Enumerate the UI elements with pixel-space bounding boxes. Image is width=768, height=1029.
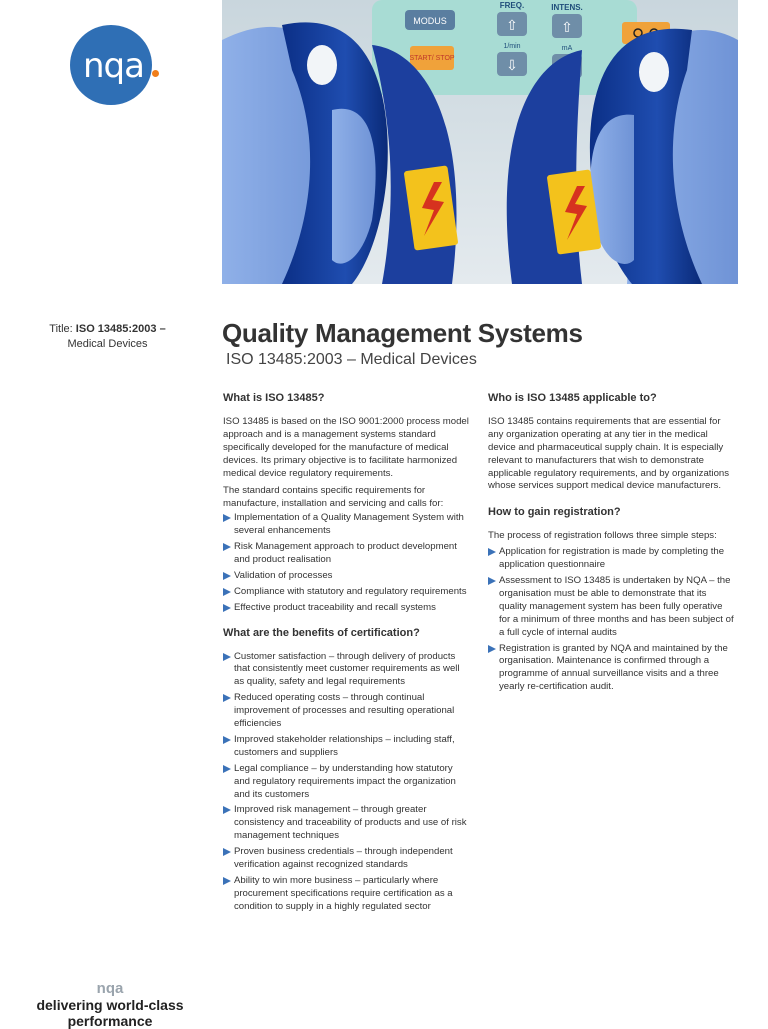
bullet-triangle-icon — [223, 588, 231, 596]
freq-label: FREQ. — [499, 1, 525, 10]
paragraph: ISO 13485 is based on the ISO 9001:2000 process model approach and is a management systems standard specifically developed for the manufacture of medical devices. Its primary objective is to facilitate harmonized medical device regulatory requirements. — [223, 415, 469, 479]
paragraph: The process of registration follows three simple steps: — [488, 530, 717, 542]
bullet-triangle-icon — [488, 577, 496, 585]
sidebar-title — [40, 322, 175, 352]
section-heading-benefits: What are the benefits of certification? — [223, 626, 420, 639]
bullet-triangle-icon — [223, 653, 231, 661]
left-column — [223, 392, 471, 926]
list-item: Reduced operating costs – through continual improvement of processes and resulting operational efficiencies — [223, 692, 471, 731]
page-subtitle: ISO 13485:2003 – Medical Devices — [226, 351, 477, 368]
modus-label: MODUS — [413, 16, 447, 26]
list-item: Effective product traceability and recall systems — [223, 602, 471, 615]
footer-brand — [20, 980, 200, 1029]
list-item: Improved stakeholder relationships – including staff, customers and suppliers — [223, 734, 471, 760]
bullet-triangle-icon — [223, 877, 231, 885]
bullet-triangle-icon — [223, 572, 231, 580]
list-item: Compliance with statutory and regulatory requirements — [223, 586, 471, 599]
bullet-triangle-icon — [223, 694, 231, 702]
nqa-logo — [70, 25, 152, 105]
bullet-triangle-icon — [223, 848, 231, 856]
list-item: Assessment to ISO 13485 is undertaken by NQA – the organisation must be able to demonstrate that its quality management system has been fully operative for a minimum of three months and has been subject of a full cycle of internal audits — [488, 575, 736, 640]
requirements-list — [223, 512, 471, 614]
page-title: Quality Management Systems — [222, 318, 583, 348]
bullet-triangle-icon — [488, 645, 496, 653]
list-item: Registration is granted by NQA and maintained by the organisation. Maintenance is confirmed through a programme of annual surveillance visits and a three yearly re-certification audit. — [488, 643, 736, 695]
benefits-list — [223, 651, 471, 914]
svg-text:⇧: ⇧ — [506, 17, 518, 33]
bullet-triangle-icon — [488, 548, 496, 556]
registration-steps-list — [488, 546, 736, 694]
list-item: Legal compliance – by understanding how statutory and regulatory requirements impact the organization and its customers — [223, 763, 471, 802]
bullet-triangle-icon — [223, 543, 231, 551]
paragraph: The standard contains specific requirements for manufacture, installation and servicing and calls for: — [223, 485, 444, 510]
list-item: Risk Management approach to product development and product realisation — [223, 541, 471, 567]
list-item: Validation of processes — [223, 570, 471, 583]
svg-text:⇧: ⇧ — [561, 19, 573, 35]
footer-tagline: delivering world-class performance — [36, 997, 184, 1029]
list-item: Implementation of a Quality Management System with several enhancements — [223, 512, 471, 538]
intens-label: INTENS. — [551, 3, 583, 12]
section-heading-registration: How to gain registration? — [488, 506, 621, 519]
title-rest: Medical Devices — [67, 338, 148, 350]
bullet-triangle-icon — [223, 604, 231, 612]
bullet-triangle-icon — [223, 806, 231, 814]
footer-logo-text: nqa — [96, 980, 124, 997]
logo-dot — [152, 70, 159, 77]
ma-label: mA — [561, 45, 573, 52]
logo-text: nqa — [83, 46, 144, 86]
section-heading-what-is: What is ISO 13485? — [223, 392, 325, 404]
right-column — [488, 392, 736, 706]
title-prefix: Title: — [49, 323, 76, 335]
svg-text:⇩: ⇩ — [506, 57, 518, 73]
list-item: Proven business credentials – through independent verification against recognized standards — [223, 846, 471, 872]
title-bold: ISO 13485:2003 – — [75, 323, 166, 335]
list-item: Customer satisfaction – through delivery of products that consistently meet customer requirements as well as quality, safety and legal requirements — [223, 651, 471, 690]
list-item: Ability to win more business – particularly where procurement specifications require certification as a condition to supply in a highly regulated sector — [223, 875, 471, 914]
header-photo — [222, 0, 738, 284]
list-item: Improved risk management – through greater consistency and traceability of products and use of risk management techniques — [223, 804, 471, 843]
start-stop-label: START/ STOP — [409, 55, 455, 62]
bullet-triangle-icon — [223, 514, 231, 522]
rate-label: 1/min — [503, 43, 521, 50]
bullet-triangle-icon — [223, 765, 231, 773]
bullet-triangle-icon — [223, 736, 231, 744]
paragraph: ISO 13485 contains requirements that are essential for any organization operating at any tier in the medical device and pharmaceutical supply chain. It is especially relevant to manufacturers that wish to demonstrate applicable regulatory requirements, and by organizations whose services support medical device manufacturers. — [488, 415, 730, 492]
section-heading-applicable: Who is ISO 13485 applicable to? — [488, 392, 657, 404]
list-item: Application for registration is made by completing the application questionnaire — [488, 546, 736, 572]
